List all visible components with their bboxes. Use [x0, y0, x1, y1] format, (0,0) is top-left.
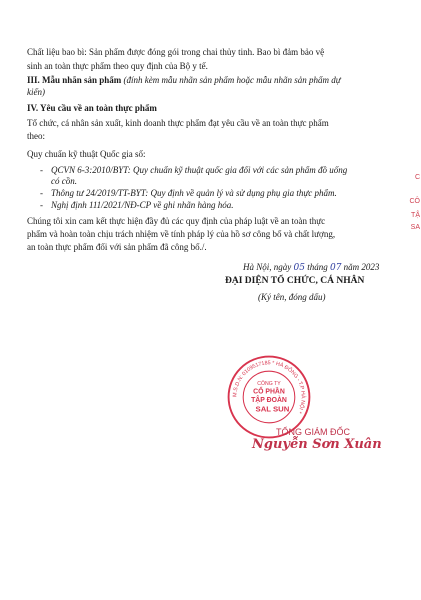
requirements-intro-2: theo: — [27, 131, 45, 141]
commitment-line-3: an toàn thực phẩm đối với sản phẩm đã công bố./. — [27, 242, 207, 252]
bleed-text: CÔ — [409, 198, 420, 205]
commitment-line-2: phẩm và hoàn toàn chịu trách nhiệm về tính pháp lý của hồ sơ công bố và chất lượng, — [27, 229, 336, 239]
stamp-line-4: SAL SUN — [255, 404, 290, 414]
place-date-prefix: Hà Nội, ngày — [243, 262, 292, 272]
packaging-line-2: sinh an toàn thực phẩm theo quy định của Bộ y tế. — [27, 61, 208, 71]
bullet-dash: - — [40, 200, 43, 210]
edge-stamp-fragment — [407, 160, 421, 240]
section-3-heading — [27, 75, 341, 86]
packaging-line-1: Chất liệu bao bì: Sản phẩm được đóng gói trong chai thủy tinh. Bao bì đảm bảo vệ — [27, 47, 325, 57]
signatory-name: Nguyễn Sơn Xuân — [252, 437, 382, 452]
standard-label: Quy chuẩn kỹ thuật Quốc gia số: — [27, 149, 146, 159]
standard-item-3: Nghị định 111/2021/NĐ-CP về ghi nhãn hàng hóa. — [51, 200, 234, 210]
requirements-intro-1: Tổ chức, cá nhân sản xuất, kinh doanh thực phẩm đạt yêu cầu về an toàn thực phẩm — [27, 118, 329, 128]
stamp-line-1: CÔNG TY — [257, 380, 281, 387]
stamp-ring-text: M.S.D.N: 0109517185 * HÀ ĐÔNG - T.P HÀ NỘI * — [232, 360, 306, 415]
section-3-note: (đính kèm mẫu nhãn sản phẩm hoặc mẫu nhãn sản phẩm dự — [123, 75, 341, 85]
bleed-text: C — [414, 174, 420, 181]
stamp-line-2: CỔ PHẦN — [253, 388, 285, 396]
standard-item-1: QCVN 6-3:2010/BYT: Quy chuẩn kỹ thuật quốc gia đối với các sản phẩm đồ uống — [51, 165, 348, 175]
handwritten-day: 05 — [293, 263, 305, 273]
month-word: tháng — [307, 262, 328, 272]
bleed-text: SA — [410, 224, 420, 231]
stamp-line-3: TẬP ĐOÀN — [251, 397, 287, 405]
representative-heading: ĐẠI DIỆN TỔ CHỨC, CÁ NHÂN — [225, 276, 365, 286]
handwritten-month: 07 — [329, 263, 342, 273]
position-title: TỔNG GIÁM ĐỐC — [276, 427, 350, 437]
bullet-dash: - — [40, 165, 43, 175]
place-date — [243, 262, 379, 274]
section-3-note-continued: kiến) — [27, 87, 45, 97]
standard-item-2: Thông tư 24/2019/TT-BYT: Quy định về quản lý và sử dụng phụ gia thực phẩm. — [51, 188, 337, 198]
bullet-dash: - — [40, 188, 43, 198]
section-3-title: III. Mẫu nhãn sản phẩm — [27, 75, 122, 85]
commitment-line-1: Chúng tôi xin cam kết thực hiện đầy đủ các quy định của pháp luật về an toàn thực — [27, 216, 326, 226]
sign-instruction: (Ký tên, đóng dấu) — [258, 292, 326, 302]
standard-item-1-continued: có cồn. — [51, 176, 77, 186]
year-text: năm 2023 — [343, 262, 380, 272]
bleed-text: TẬ — [411, 212, 420, 219]
section-4-title: IV. Yêu cầu về an toàn thực phẩm — [27, 103, 157, 113]
